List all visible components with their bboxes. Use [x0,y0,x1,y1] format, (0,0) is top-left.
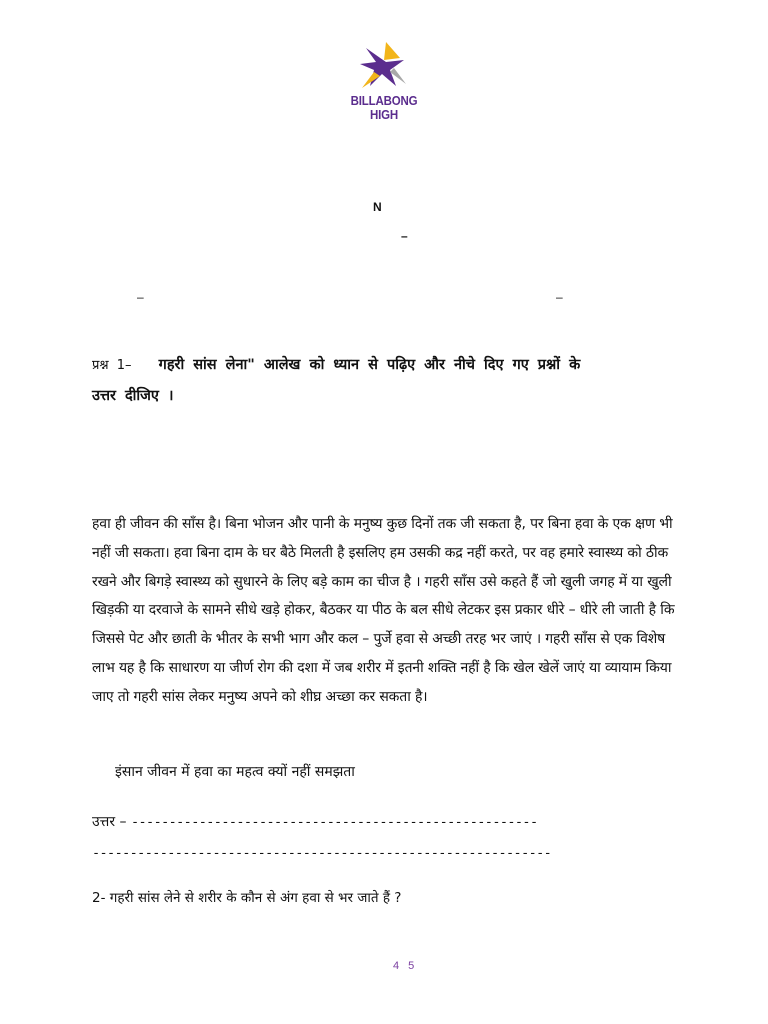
dash-mark: – [556,290,563,304]
answer-blank: ------------------------------------------------------ [130,814,538,830]
star-logo-icon [356,42,408,92]
question-number: प्रश्न 1– [92,358,132,373]
logo-text: BILLABONG HIGH [350,94,418,122]
question-heading [92,350,652,411]
answer-line [92,812,682,831]
question-heading-text: गहरी सांस लेना" आलेख को ध्यान से पढ़िए और नीचे दिए गए प्रश्नों के [158,357,581,373]
question-1: इंसान जीवन में हवा का महत्व क्यों नहीं समझता [115,764,355,780]
question-heading-text-line-2: उत्तर दीजिए । [92,388,174,404]
dash-mark: – [401,229,408,243]
answer-blank: ------------------------------------------------------------- [92,845,552,861]
school-logo [334,42,434,122]
center-mark: N [373,200,382,214]
dash-mark: – [137,290,144,304]
passage-paragraph: हवा ही जीवन की साँस है। बिना भोजन और पानी के मनुष्य कुछ दिनों तक जी सकता है, पर बिना हवा के एक क्षण भी नहीं जी सकता। हवा बिना दाम के घर बैठे मिलती है इसलिए हम उसकी कद्र नहीं करते, पर वह हमारे स्वास्थ्य को ठीक रखने और बिगड़े स्वास्थ्य को सुधारने के लिए बड़े काम का चीज है । गहरी साँस उसे कहते हैं जो खुली जगह में या खुली खिड़की या दरवाजे के सामने सीधे खड़े होकर, बैठकर या पीठ के बल सीधे लेटकर इस प्रकार धीरे – धीरे ली जाती है कि जिससे पेट और छाती के भीतर के सभी भाग और कल – पुर्जे हवा से अच्छी तरह भर जाएं । गहरी साँस से एक विशेष लाभ यह है कि साधारण या जीर्ण रोग की दशा में जब शरीर में इतनी शक्ति नहीं है कि खेल खेलें जाएं या व्यायाम किया जाए तो गहरी सांस लेकर मनुष्य अपने को शीघ्र अच्छा कर सकता है। [92,516,675,705]
page-number: 4 5 [393,960,415,972]
question-2: 2- गहरी सांस लेने से शरीर के कौन से अंग हवा से भर जाते हैं ? [92,890,402,906]
answer-label: उत्तर – [92,814,127,830]
